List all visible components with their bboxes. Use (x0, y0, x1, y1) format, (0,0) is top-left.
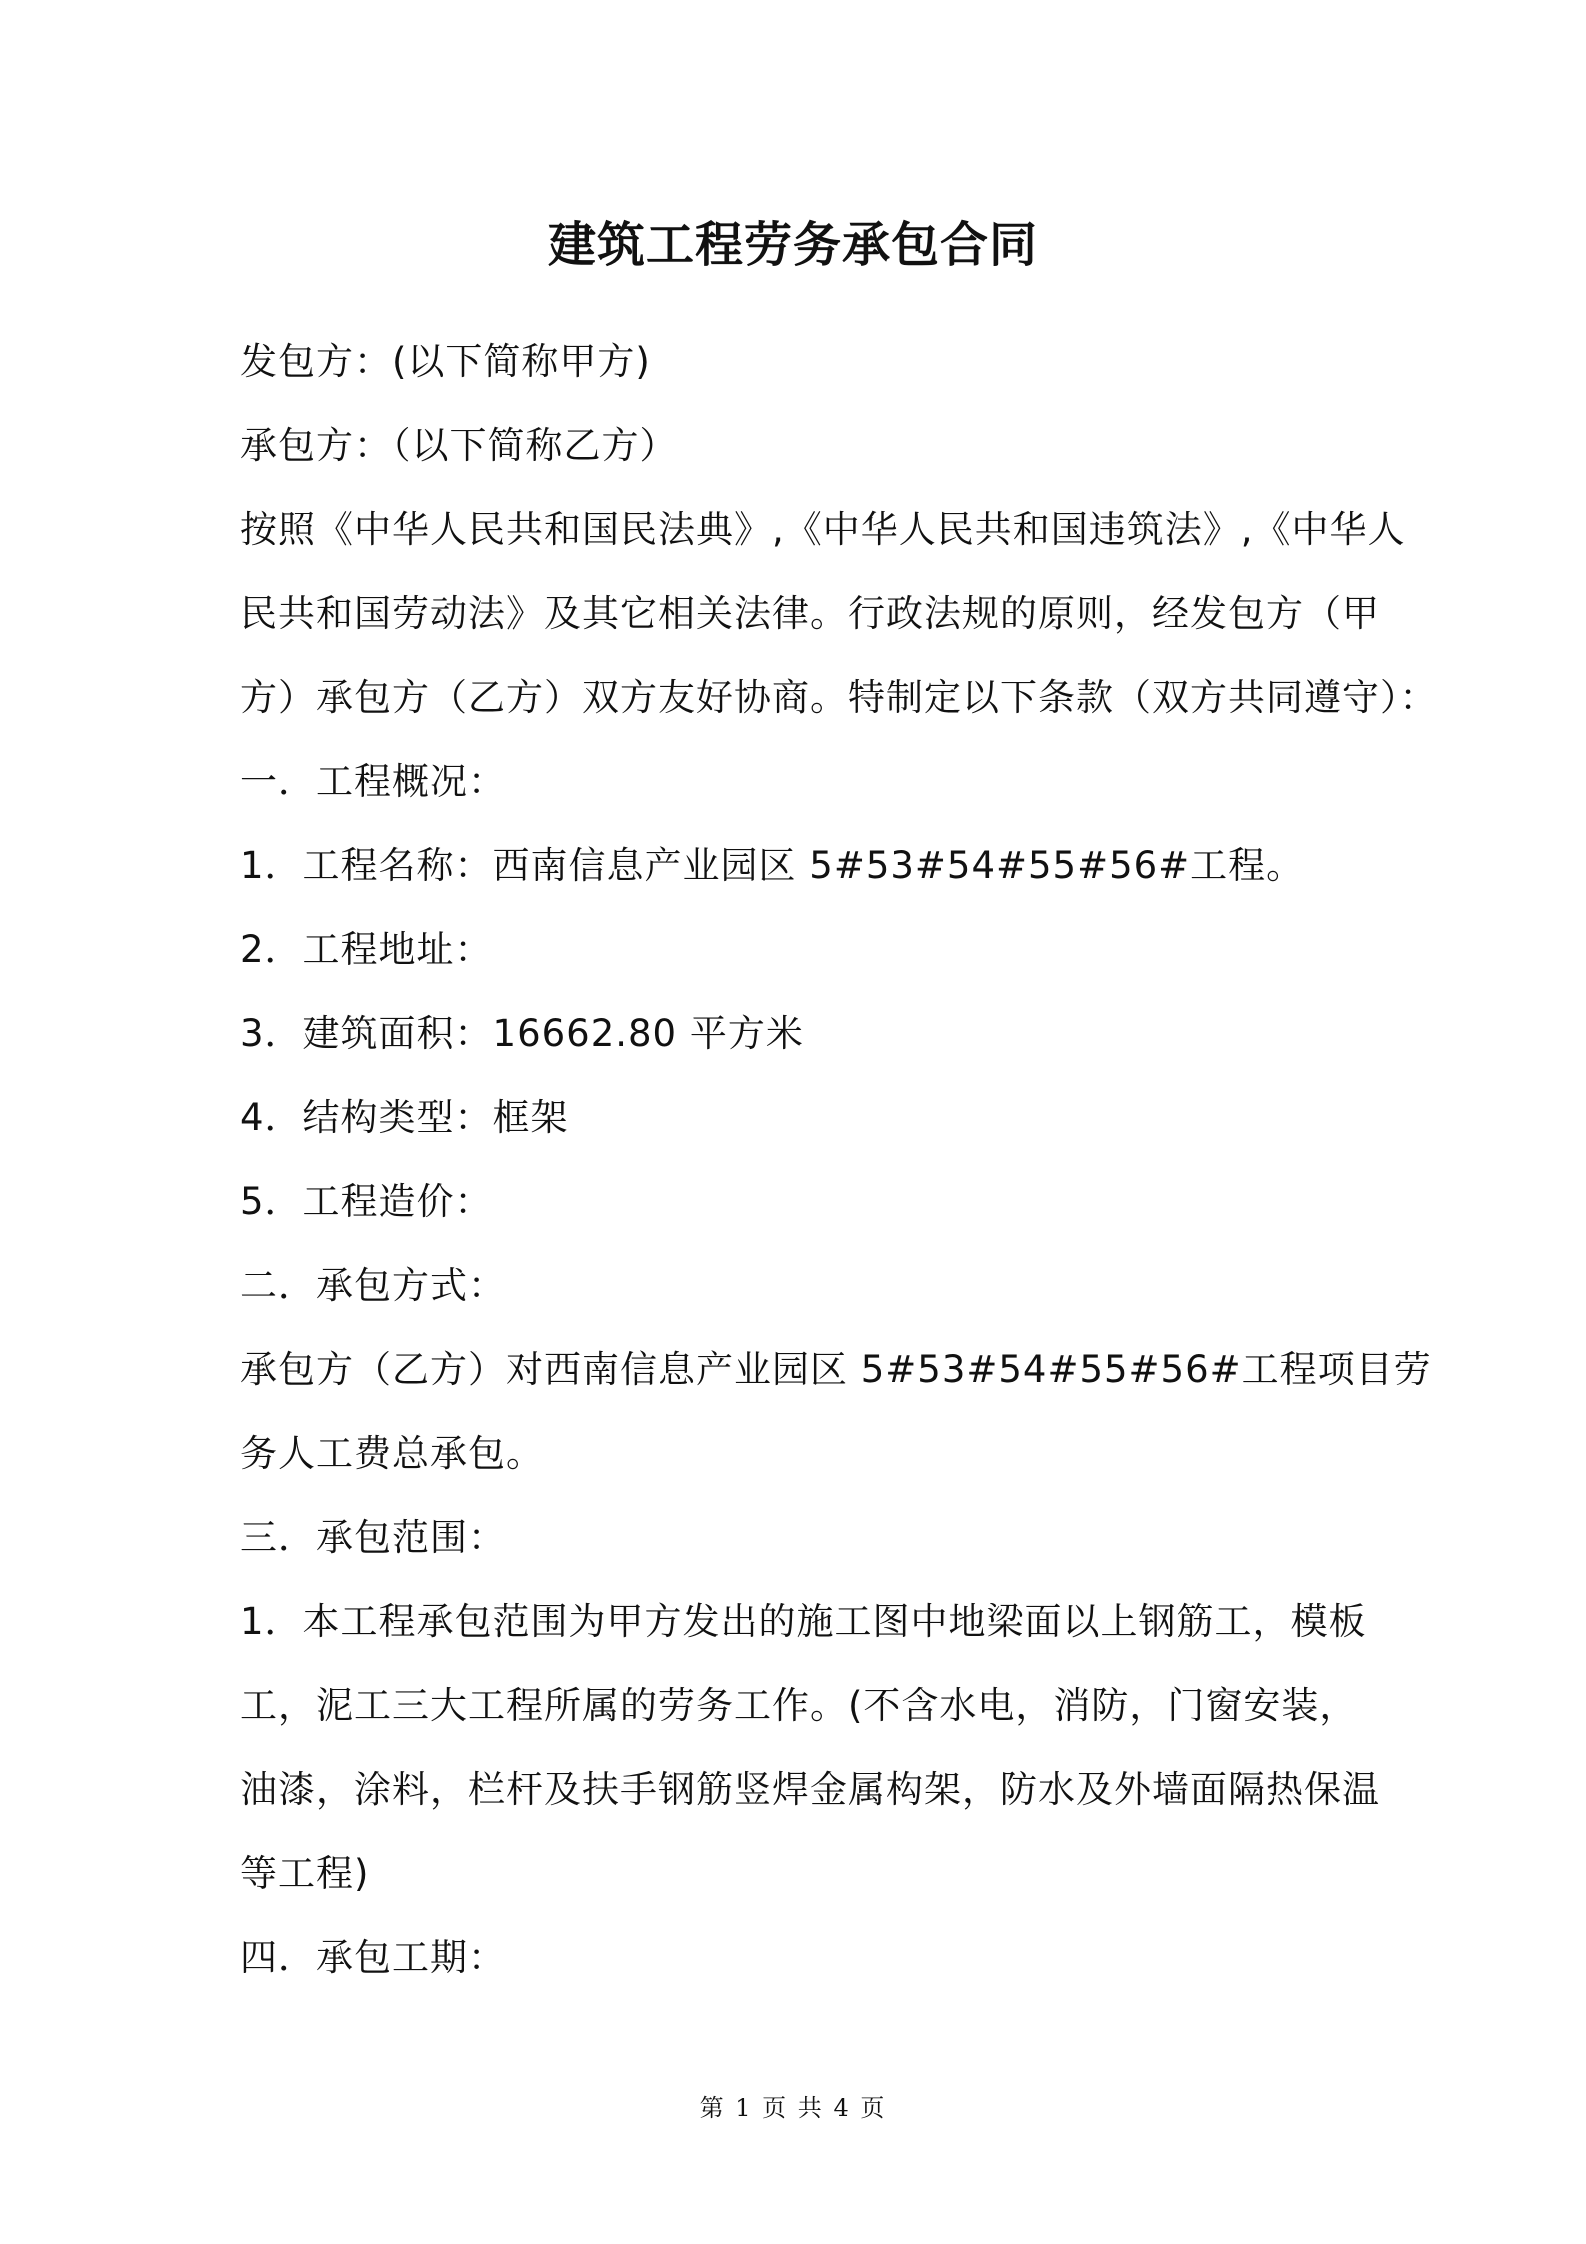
party-b-line: 承包方：（以下简称乙方） (240, 424, 678, 467)
section-heading-scope: 三．承包范围： (240, 1516, 506, 1559)
scope-line-1: 1．本工程承包范围为甲方发出的施工图中地梁面以上钢筋工，模板 (240, 1600, 1367, 1643)
section-heading-overview: 一．工程概况： (240, 760, 506, 803)
project-cost-line: 5．工程造价： (240, 1180, 493, 1223)
contract-method-line-2: 务人工费总承包。 (240, 1432, 544, 1475)
scope-line-3: 油漆，涂料，栏杆及扶手钢筋竖焊金属构架，防水及外墙面隔热保温 (240, 1768, 1380, 1811)
party-a-line: 发包方：(以下简称甲方) (240, 340, 651, 383)
contract-method-line-1: 承包方（乙方）对西南信息产业园区 5#53#54#55#56#工程项目劳 (240, 1348, 1432, 1391)
preamble-line-3: 方）承包方（乙方）双方友好协商。特制定以下条款（双方共同遵守）： (240, 676, 1438, 719)
section-heading-duration: 四．承包工期： (240, 1936, 506, 1979)
preamble-line-1: 按照《中华人民共和国民法典》,《中华人民共和国违筑法》,《中华人 (240, 508, 1406, 551)
scope-line-2: 工，泥工三大工程所属的劳务工作。(不含水电，消防，门窗安装， (240, 1684, 1358, 1727)
building-area-line: 3．建筑面积：16662.80 平方米 (240, 1012, 804, 1055)
document-title: 建筑工程劳务承包合同 (547, 217, 1038, 273)
document-body (240, 320, 1438, 2000)
section-heading-contract-method: 二．承包方式： (240, 1264, 506, 1307)
scope-line-4: 等工程) (240, 1852, 370, 1895)
project-address-line: 2．工程地址： (240, 928, 493, 971)
project-name-line: 1．工程名称：西南信息产业园区 5#53#54#55#56#工程。 (240, 844, 1305, 887)
structure-type-line: 4．结构类型：框架 (240, 1096, 569, 1139)
page-number-footer: 第 1 页 共 4 页 (699, 2094, 887, 2122)
preamble-line-2: 民共和国劳动法》及其它相关法律。行政法规的原则，经发包方（甲 (240, 592, 1380, 635)
